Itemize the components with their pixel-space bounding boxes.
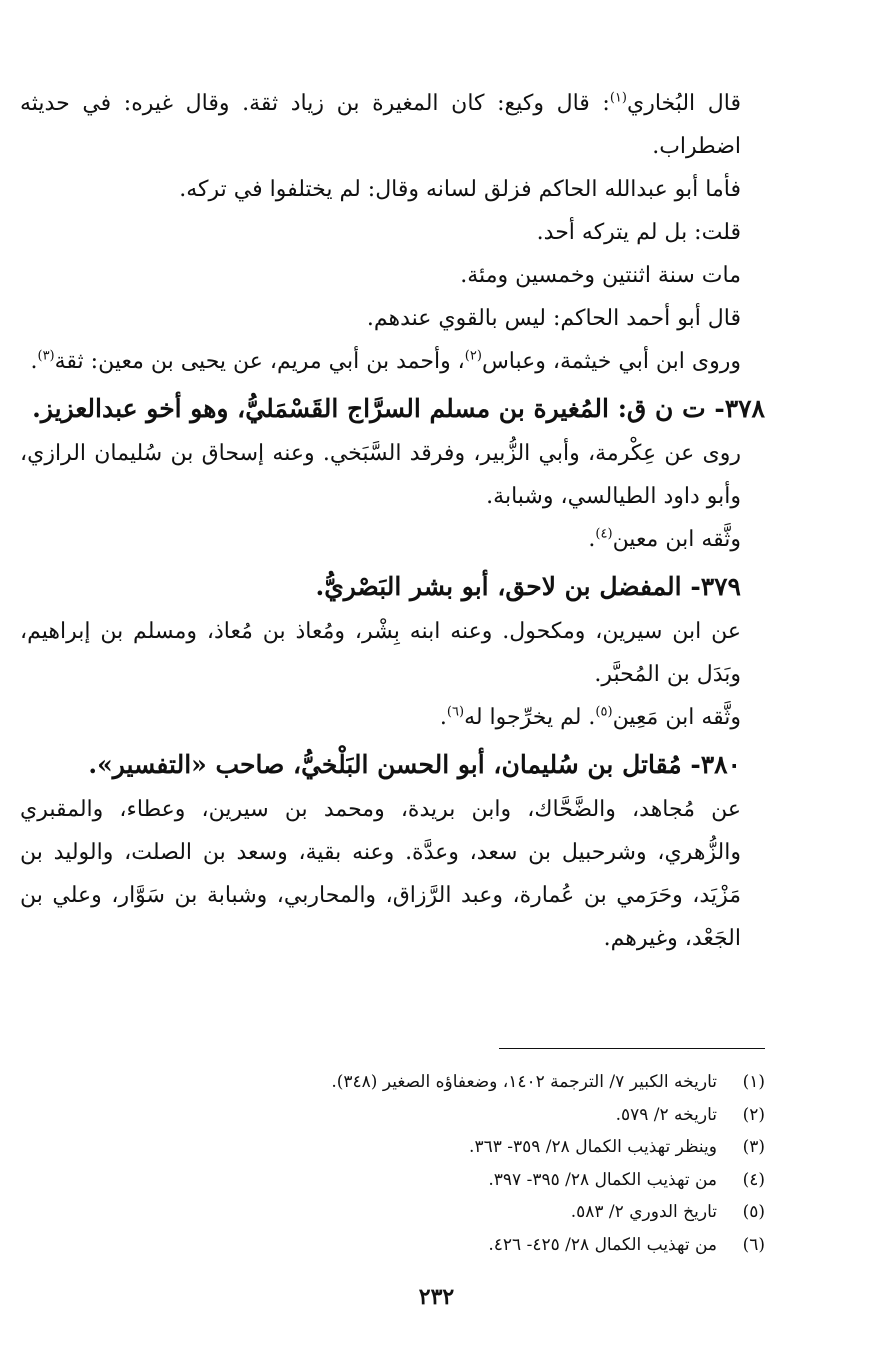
- paragraph-378-grading: [20, 518, 765, 561]
- footnote-text: من تهذيب الكمال ٢٨/ ٣٩٥- ٣٩٧.: [488, 1169, 717, 1190]
- paragraph-bukhari: [20, 82, 765, 168]
- text-span: : قال وكيع: كان المغيرة بن زياد ثقة. وقال غيره: في حديثه اضطراب.: [20, 91, 741, 159]
- footnote-number: (٢): [742, 1104, 765, 1125]
- paragraph-death: مات سنة اثنتين وخمسين ومئة.: [460, 263, 741, 288]
- footnote-number: (١): [742, 1072, 765, 1092]
- footnote-text: تاريخ الدوري ٢/ ٥٨٣.: [570, 1202, 717, 1222]
- paragraph-379-narrators: عن ابن سيرين، ومكحول. وعنه ابنه بِشْر، ومُعاذ بن مُعاذ، ومسلم بن إبراهيم، وبَدَل بن المُحبَّر.: [20, 619, 741, 687]
- footnote-number: (٣): [742, 1137, 765, 1157]
- footnote-ref[interactable]: (٦): [446, 704, 465, 720]
- paragraph-abu-ahmad: قال أبو أحمد الحاكم: ليس بالقوي عندهم.: [366, 306, 741, 331]
- text-span: وثَّقه ابن معين: [612, 527, 741, 552]
- footnote-divider: [499, 1048, 765, 1049]
- footnote-item: [40, 1229, 765, 1262]
- footnote-item: [40, 1099, 765, 1132]
- paragraph-379-grading: [20, 696, 765, 739]
- entry-heading-378: ٣٧٨- ت ن ق: المُغيرة بن مسلم السرَّاج القَسْمَليُّ، وهو أخو عبدالعزيز.: [32, 394, 765, 423]
- footnote-item: [40, 1066, 765, 1099]
- footnote-number: (٥): [742, 1202, 765, 1222]
- entry-heading-380: ٣٨٠- مُقاتل بن سُليمان، أبو الحسن البَلْخيُّ، صاحب «التفسير».: [88, 750, 741, 779]
- text-span: قال البُخاري: [626, 91, 741, 116]
- entry-heading-379: ٣٧٩- المفضل بن لاحق، أبو بشر البَصْريُّ.: [315, 572, 741, 601]
- text-span: .: [30, 349, 38, 374]
- footnote-ref[interactable]: (٢): [464, 348, 482, 364]
- page-number: ٢٣٢: [418, 1284, 455, 1310]
- text-span: وثَّقه ابن مَعِين: [612, 705, 741, 730]
- paragraph-hakim: فأما أبو عبدالله الحاكم فزلق لسانه وقال: لم يختلفوا في تركه.: [179, 177, 741, 202]
- main-text: [20, 82, 765, 960]
- footnote-text: وينظر تهذيب الكمال ٢٨/ ٣٥٩- ٣٦٣.: [469, 1137, 717, 1157]
- paragraph-380-narrators: عن مُجاهد، والضَّحَّاك، وابن بريدة، ومحمد بن سيرين، وعطاء، والمقبري والزُّهري، وشرحبيل بن سعد، وعدَّة. وعنه بقية، وسعد بن الصلت، والوليد بن مَزْيَد، وحَرَمي بن عُمارة، وعبد الرَّزاق، والمحاربي، وشبابة بن سَوَّار، وعلي بن الجَعْد، وغيرهم.: [20, 797, 741, 951]
- paragraph-qultu: قلت: بل لم يتركه أحد.: [536, 220, 741, 245]
- footnote-number: (٦): [742, 1234, 765, 1255]
- footnote-text: من تهذيب الكمال ٢٨/ ٤٢٥- ٤٢٦.: [488, 1234, 717, 1255]
- paragraph-ibn-abi-khaythama: [20, 340, 765, 383]
- text-span: ، وأحمد بن أبي مريم، عن يحيى بن معين: ثقة: [54, 349, 465, 374]
- footnote-ref[interactable]: (٤): [595, 526, 613, 542]
- footnote-ref[interactable]: (٥): [595, 704, 613, 720]
- text-span: .: [588, 527, 596, 552]
- paragraph-378-narrators: روى عن عِكْرمة، وأبي الزُّبير، وفرقد السَّبَخي. وعنه إسحاق بن سُليمان الرازي، وأبو داود الطيالسي، وشبابة.: [20, 441, 741, 509]
- footnote-item: [40, 1164, 765, 1197]
- footnote-text: تاريخه ٢/ ٥٧٩.: [615, 1104, 717, 1125]
- text-span: .: [439, 705, 447, 730]
- footnote-text: تاريخه الكبير ٧/ الترجمة ١٤٠٢، وضعفاؤه الصغير (٣٤٨).: [331, 1072, 717, 1092]
- footnote-item: [40, 1196, 765, 1229]
- footnotes: [40, 1066, 765, 1261]
- footnote-item: [40, 1131, 765, 1164]
- text-span: وروى ابن أبي خيثمة، وعباس: [481, 349, 741, 374]
- footnote-ref[interactable]: (٣): [37, 348, 55, 364]
- footnote-ref[interactable]: (١): [609, 90, 627, 106]
- text-span: . لم يخرِّجوا له: [464, 705, 596, 730]
- footnote-number: (٤): [742, 1169, 765, 1190]
